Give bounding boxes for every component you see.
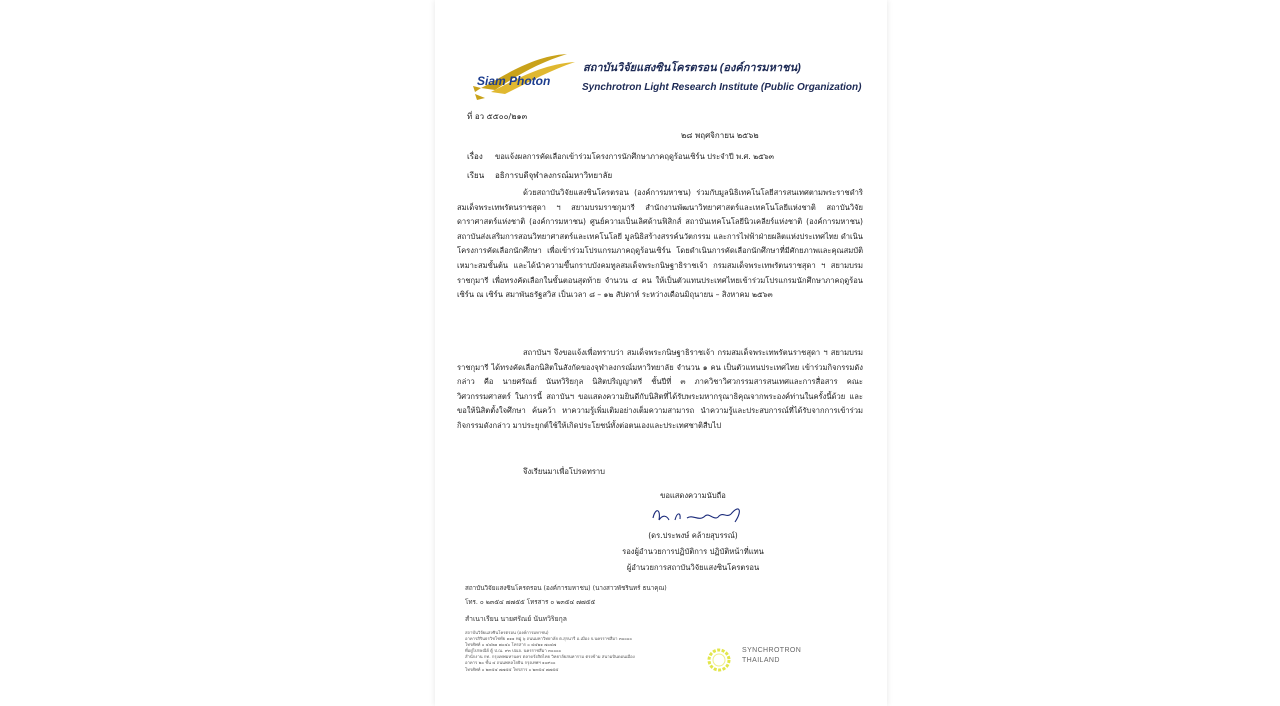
subject-label: เรื่อง <box>467 152 483 161</box>
recipient-text: อธิการบดีจุฬาลงกรณ์มหาวิทยาลัย <box>495 171 613 180</box>
synchrotron-thailand-stamp <box>697 636 825 682</box>
paragraph-1-text: ด้วยสถาบันวิจัยแสงซินโครตรอน (องค์การมหาชน) ร่วมกับมูลนิธิเทคโนโลยีสารสนเทศตามพระราชดำริสมเด็จพระเทพรัตนราชสุดา ฯ สยามบรมราชกุมารี สำนักงานพัฒนาวิทยาศาสตร์และเทคโนโลยีแห่งชาติ สถาบันวิจัยดาราศาสตร์แห่งชาติ (องค์การมหาชน) ศูนย์ความเป็นเลิศด้านฟิสิกส์ สถาบันเทคโนโลยีนิวเคลียร์แห่งชาติ (องค์การมหาชน) สถาบันส่งเสริมการสอนวิทยาศาสตร์และเทคโนโลยี มูลนิธิสร้างสรรค์นวัตกรรม และการไฟฟ้าฝ่ายผลิตแห่งประเทศไทย ดำเนินโครงการคัดเลือกนักศึกษา เพื่อเข้าร่วมโปรแกรมภาคฤดูร้อนเซิร์น โดยดำเนินการคัดเลือกนักศึกษาที่มีศักยภาพและคุณสมบัติเหมาะสมขั้นต้น และได้นำความขึ้นกราบบังคมทูลสมเด็จพระกนิษฐาธิราชเจ้า กรมสมเด็จพระเทพรัตนราชสุดา ฯ สยามบรมราชกุมารี เพื่อทรงคัดเลือกในขั้นตอนสุดท้าย จำนวน ๔ คน ให้เป็นตัวแทนประเทศไทยเข้าร่วมโปรแกรมนักศึกษาภาคฤดูร้อนเซิร์น ณ เซิร์น สมาพันธรัฐสวิส เป็นเวลา ๘ – ๑๒ สัปดาห์ ระหว่างเดือนมิถุนายน – สิงหาคม ๒๕๖๓ <box>457 188 863 300</box>
letter-date: ๒๘ พฤศจิกายน ๒๕๖๒ <box>681 131 759 140</box>
synchrotron-ring-icon <box>703 644 735 676</box>
address-line: สำนักงาน กท. กรุงเทพมหานคร ตลาดรังสิตไทย วิทยาลัยสนทาราม ตรงข้าม สนามบินดอนเมือง <box>465 654 635 660</box>
address-block <box>465 630 635 673</box>
reference-number: ที่ อว ๕๕๐๐/๒๑๓ <box>467 112 528 121</box>
body-paragraph-1 <box>457 186 863 303</box>
org-header <box>583 58 883 93</box>
letter-page <box>435 0 887 706</box>
address-line: สถาบันวิจัยแสงซินโครตรอน (องค์การมหาชน) <box>465 630 549 635</box>
stamp-line-1: SYNCHROTRON <box>742 647 802 654</box>
logo-text: Siam Photon <box>477 74 551 88</box>
stamp-line-2: THAILAND <box>742 657 780 664</box>
signer-name: (ดร.ประพงษ์ คล้ายสุบรรณ์) <box>648 531 738 540</box>
office-phone: โทร. ๐ ๒๓๕๔ ๗๗๕๕ โทรสาร ๐ ๒๓๕๔ ๗๗๕๕ <box>465 599 596 606</box>
org-name-english: Synchrotron Light Research Institute (Public Organization) <box>582 82 862 93</box>
closing-request: จึงเรียนมาเพื่อโปรดทราบ <box>523 467 605 476</box>
stamp-text <box>742 646 801 666</box>
address-line: อาคารสิรินธรวิชโชทัย ๑๑๑ หมู่ ๖ ถนนมหาวิทยาลัย ต.สุรนารี อ.เมือง จ.นครราชสีมา ๓๐๐๐๐ <box>465 636 632 642</box>
regards: ขอแสดงความนับถือ <box>660 491 726 500</box>
address-line: โทรศัพท์ ๐ ๔๔๒๑ ๗๐๔๐ โทรสาร ๐ ๔๔๒๑ ๗๐๔๗ <box>465 642 557 648</box>
address-line: ที่อยู่ไปรษณีย์ ตู้ ป.ณ. ๙๓ ปณจ. นครราชสีมา ๓๐๐๐๐ <box>465 648 562 654</box>
carbon-copy: สำเนาเรียน นายศรัณย์ นันทวิริยกุล <box>465 615 567 623</box>
handwritten-signature <box>647 500 747 530</box>
org-name-thai: สถาบันวิจัยแสงซินโครตรอน (องค์การมหาชน) <box>583 62 801 74</box>
signer-title-1: รองผู้อำนวยการปฏิบัติการ ปฏิบัติหน้าที่แทน <box>622 547 764 556</box>
address-line: อาคาร ๒๐ ชั้น ๔ ถนนพหลโยธิน กรุงเทพฯ ๑๐๙๐๐ <box>465 660 556 666</box>
siam-photon-logo <box>471 48 581 102</box>
address-line: โทรศัพท์ ๐ ๒๓๕๔ ๗๗๕๕ โทรสาร ๐ ๒๓๕๔ ๗๗๕๕ <box>465 666 559 672</box>
signer-title-2: ผู้อำนวยการสถาบันวิจัยแสงซินโครตรอน <box>626 563 760 572</box>
body-paragraph-2 <box>457 346 863 434</box>
paragraph-2-text: สถาบันฯ จึงขอแจ้งเพื่อทราบว่า สมเด็จพระกนิษฐาธิราชเจ้า กรมสมเด็จพระเทพรัตนราชสุดา ฯ สยามบรมราชกุมารี ได้ทรงคัดเลือกนิสิตในสังกัดของจุฬาลงกรณ์มหาวิทยาลัย จำนวน ๑ คน เป็นตัวแทนประเทศไทย เข้าร่วมกิจกรรมดังกล่าว คือ นายศรัณย์ นันทวิริยกุล นิสิตปริญญาตรี ชั้นปีที่ ๓ ภาควิชาวิศวกรรมสารสนเทศและการสื่อสาร คณะวิศวกรรมศาสตร์ ในการนี้ สถาบันฯ ขอแสดงความยินดีกับนิสิตที่ได้รับพระมหากรุณาธิคุณจากพระองค์ท่านในครั้งนี้ด้วย และขอให้นิสิตตั้งใจศึกษา ค้นคว้า หาความรู้เพิ่มเติมอย่างเต็มความสามารถ นำความรู้และประสบการณ์ที่ได้รับจากการเข้าร่วมกิจกรรมดังกล่าว มาประยุกต์ใช้ให้เกิดประโยชน์ทั้งต่อตนเองและประเทศชาติสืบไป <box>457 348 863 430</box>
office-contact: สถาบันวิจัยแสงซินโครตรอน (องค์การมหาชน) (นางสาวพัชรินทร์ ธนาคุณ) <box>465 585 667 592</box>
recipient-label: เรียน <box>467 171 485 180</box>
subject-text: ขอแจ้งผลการคัดเลือกเข้าร่วมโครงการนักศึกษาภาคฤดูร้อนเซิร์น ประจำปี พ.ศ. ๒๕๖๓ <box>495 152 774 161</box>
